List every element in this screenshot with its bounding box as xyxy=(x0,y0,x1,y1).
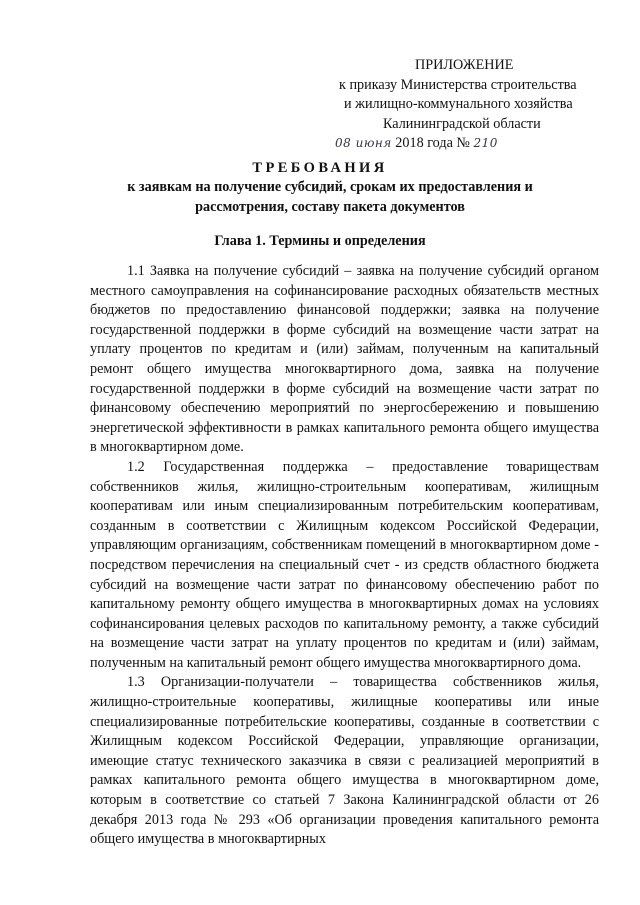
appendix-line-order: к приказу Министерства строительства xyxy=(339,76,577,93)
handwritten-date: 08 июня xyxy=(335,136,392,151)
appendix-title: ПРИЛОЖЕНИЕ xyxy=(415,57,514,73)
appendix-line-ministry: и жилищно-коммунального хозяйства xyxy=(344,96,573,113)
chapter-heading: Глава 1. Термины и определения xyxy=(214,233,426,249)
handwritten-order-number: 210 xyxy=(473,136,498,151)
paragraph-1-3: 1.3 Организации-получатели – товарищества собственников жилья, жилищно-строительные кооперативы, жилищные кооперативы или иные специализированные потребительские кооперативы, созданные в соответствии с Жилищным кодексом Российской Федерации, управляющие организации, имеющие статус технического заказчика в связи с реализацией мероприятий в рамках капитального ремонта общего имущества в многоквартирном доме, которым в соответствие со статьей 7 Закона Калининградской области от 26 декабря 2013 года № 293 «Об организации проведения капитального ремонта общего имущества в многоквартирных xyxy=(90,674,599,848)
document-title: ТРЕБОВАНИЯ xyxy=(252,160,388,176)
date-year-text: 2018 года № xyxy=(395,135,470,152)
paragraph-1-1: 1.1 Заявка на получение субсидий – заявка на получение субсидий органом местного самоуправления на софинансирование расходных обязательств местных бюджетов по предоставлению финансовой поддержки; заявка на получение государственной поддержки в форме субсидий на возмещение части затрат на уплату процентов по кредитам и (или) займам, полученным на капитальный ремонт общего имущества многоквартирного дома, заявка на получение государственной поддержки в форме субсидий на возмещение части затрат по финансовому обеспечению мероприятий по энергосбережению и повышению энергетической эффективности в рамках капитального ремонта общего имущества в многоквартирном доме. xyxy=(90,263,599,456)
appendix-header xyxy=(335,56,620,154)
appendix-line-region: Калининградской области xyxy=(383,115,541,132)
document-subtitle: к заявкам на получение субсидий, срокам их предоставления и рассмотрения, составу пакета документов xyxy=(127,179,533,215)
appendix-date-line xyxy=(335,134,620,154)
document-body xyxy=(90,262,599,850)
paragraph-1-2: 1.2 Государственная поддержка – предоставление товариществам собственников жилья, жилищно-строительным кооперативам, жилищным кооперативам или иным специализированным потребительским кооперативам, созданным в соответствии с Жилищным кодексом Российской Федерации, управляющим организациям, собственникам помещений в многоквартирном доме - посредством перечисления на специальный счет - из средств областного бюджета субсидий на возмещение части затрат по финансовому обеспечению работ по капитальному ремонту общего имущества в многоквартирных домах на условиях софинансирования целевых расходов по капитальному ремонту, а также субсидий на возмещение части затрат на уплату процентов по кредитам и (или) займам, полученным на капитальный ремонт общего имущества многоквартирного дома. xyxy=(90,458,599,671)
